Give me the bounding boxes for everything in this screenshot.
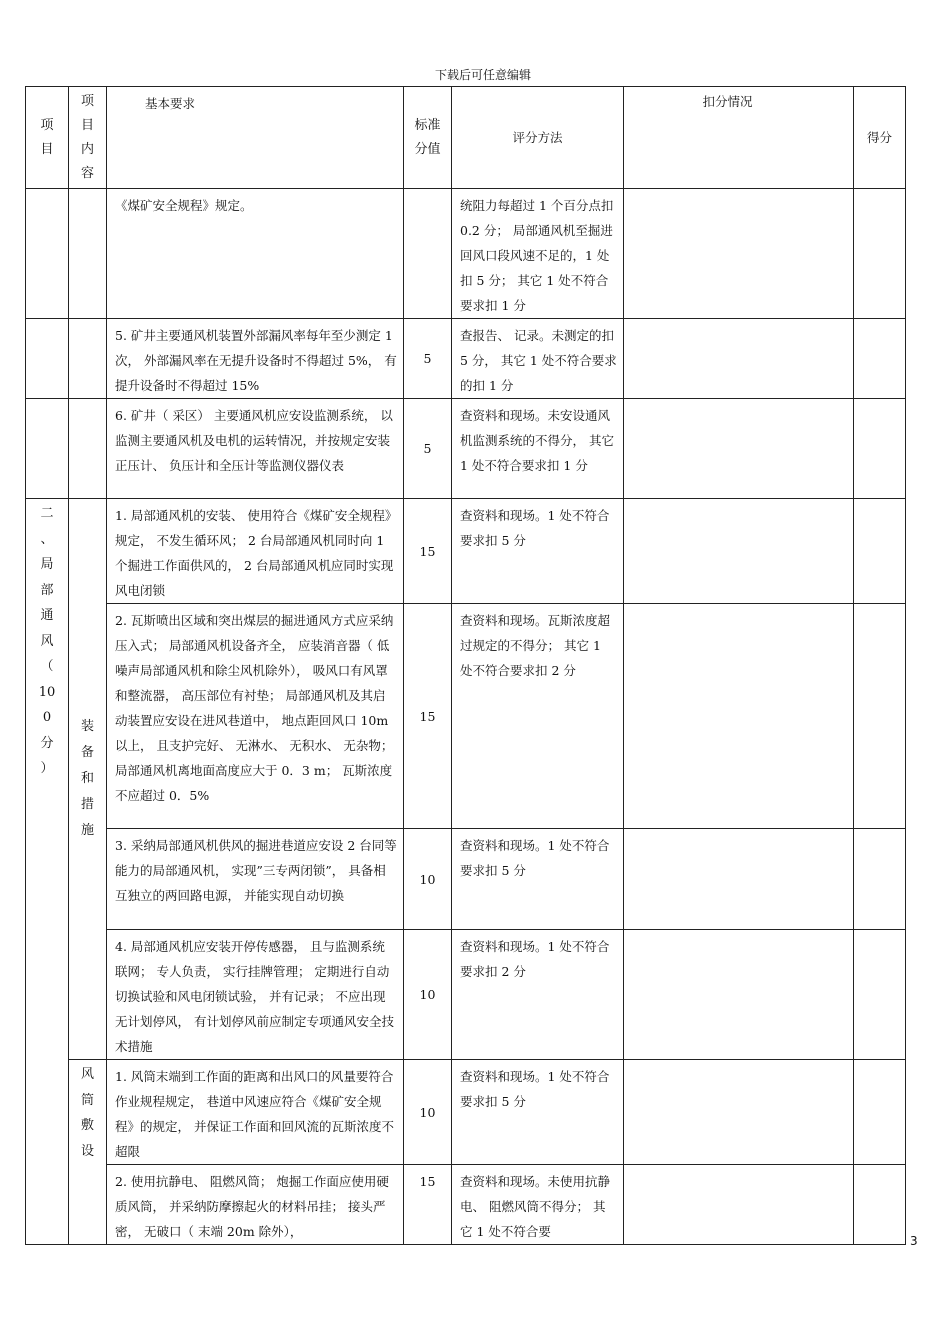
item-cell-empty xyxy=(26,399,69,499)
header-item: 项 目 xyxy=(26,87,69,189)
header-content: 项 目 内 容 xyxy=(69,87,107,189)
content-cell-empty xyxy=(69,399,107,499)
table-row xyxy=(26,399,906,499)
method-cell: 查资料和现场。未安设通风机监测系统的不得分， 其它 1 处不符合要求扣 1 分 xyxy=(452,399,624,499)
table-header-row xyxy=(26,87,906,189)
table-row xyxy=(26,930,906,1060)
req-cell: 2. 使用抗静电、 阻燃风筒； 炮掘工作面应使用硬质风筒， 并采纳防摩擦起火的材料吊挂； 接头严密， 无破口（ 末端 20m 除外）， xyxy=(107,1165,404,1245)
score-cell xyxy=(854,604,906,829)
score-cell xyxy=(854,829,906,930)
table-row xyxy=(26,319,906,399)
content-cell-empty xyxy=(69,319,107,399)
item-cell-empty xyxy=(26,189,69,319)
std-score-cell: 5 xyxy=(404,399,452,499)
deduction-cell xyxy=(624,1060,854,1165)
header-method: 评分方法 xyxy=(452,87,624,189)
req-cell: 5. 矿井主要通风机装置外部漏风率每年至少测定 1 次， 外部漏风率在无提升设备时不得超过 5%， 有提升设备时不得超过 15% xyxy=(107,319,404,399)
req-cell: 6. 矿井（ 采区） 主要通风机应安设监测系统， 以监测主要通风机及电机的运转情况，并按规定安装正压计、 负压计和全压计等监测仪器仪表 xyxy=(107,399,404,499)
deduction-cell xyxy=(624,829,854,930)
score-cell xyxy=(854,189,906,319)
deduction-cell xyxy=(624,604,854,829)
std-score-cell: 15 xyxy=(404,604,452,829)
std-score-cell: 10 xyxy=(404,930,452,1060)
scoring-table xyxy=(25,86,906,1245)
item-cell-empty xyxy=(26,319,69,399)
header-std-score: 标准 分值 xyxy=(404,87,452,189)
req-cell: 3. 采纳局部通风机供风的掘进巷道应安设 2 台同等能力的局部通风机， 实现”三专两闭锁”， 具备相互独立的两回路电源， 并能实现自动切换 xyxy=(107,829,404,930)
std-score-cell: 15 xyxy=(404,499,452,604)
req-cell: 1. 风筒末端到工作面的距离和出风口的风量要符合作业规程规定， 巷道中风速应符合《煤矿安全规程》的规定， 并保证工作面和回风流的瓦斯浓度不超限 xyxy=(107,1060,404,1165)
score-cell xyxy=(854,319,906,399)
req-cell: 《煤矿安全规程》规定。 xyxy=(107,189,404,319)
header-score: 得分 xyxy=(854,87,906,189)
score-cell xyxy=(854,399,906,499)
content-cell-empty xyxy=(69,189,107,319)
std-score-cell xyxy=(404,189,452,319)
req-cell: 1. 局部通风机的安装、 使用符合《煤矿安全规程》规定， 不发生循环风； 2 台局部通风机同时向 1 个掘进工作面供风的， 2 台局部通风机应同时实现风电闭锁 xyxy=(107,499,404,604)
method-cell: 查资料和现场。1 处不符合要求扣 5 分 xyxy=(452,499,624,604)
std-score-cell: 10 xyxy=(404,829,452,930)
score-cell xyxy=(854,1165,906,1245)
table-row xyxy=(26,1165,906,1245)
table-row xyxy=(26,829,906,930)
method-cell: 查报告、 记录。未测定的扣 5 分， 其它 1 处不符合要求的扣 1 分 xyxy=(452,319,624,399)
method-cell: 统阻力每超过 1 个百分点扣 0.2 分； 局部通风机至掘进回风口段风速不足的，1 处扣 5 分； 其它 1 处不符合要求扣 1 分 xyxy=(452,189,624,319)
score-cell xyxy=(854,499,906,604)
table-row xyxy=(26,1060,906,1165)
header-note: 下载后可任意编辑 xyxy=(434,68,531,82)
req-cell: 2. 瓦斯喷出区域和突出煤层的掘进通风方式应采纳压入式； 局部通风机设备齐全， 应装消音器（ 低噪声局部通风机和除尘风机除外）， 吸风口有风罩和整流器， 高压部位有衬垫； 局部通风机及其启动装置应安设在进风巷道中， 地点距回风口 10m 以上， 且支护完好、 无淋水、 无积水、 无杂物； 局部通风机离地面高度应大于 0．3 m； 瓦斯浓度不应超过 0．5% xyxy=(107,604,404,829)
method-cell: 查资料和现场。1 处不符合要求扣 2 分 xyxy=(452,930,624,1060)
page-number: 3 xyxy=(910,1234,918,1248)
score-cell xyxy=(854,930,906,1060)
std-score-cell: 10 xyxy=(404,1060,452,1165)
deduction-cell xyxy=(624,499,854,604)
method-cell: 查资料和现场。1 处不符合要求扣 5 分 xyxy=(452,829,624,930)
req-cell: 4. 局部通风机应安装开停传感器， 且与监测系统联网； 专人负责， 实行挂牌管理； 定期进行自动切换试验和风电闭锁试验， 并有记录； 不应出现无计划停风， 有计划停风前应制定专项通风安全技术措施 xyxy=(107,930,404,1060)
section2-label: 二 、 局 部 通 风 （ 10 0 分 ） xyxy=(26,499,69,1245)
deduction-cell xyxy=(624,319,854,399)
deduction-cell xyxy=(624,189,854,319)
method-cell: 查资料和现场。1 处不符合要求扣 5 分 xyxy=(452,1060,624,1165)
std-score-cell: 15 xyxy=(404,1165,452,1245)
deduction-cell xyxy=(624,399,854,499)
std-score-cell: 5 xyxy=(404,319,452,399)
deduction-cell xyxy=(624,1165,854,1245)
group-equipment: 装 备 和 措 施 xyxy=(69,499,107,1060)
method-cell: 查资料和现场。瓦斯浓度超过规定的不得分； 其它 1 处不符合要求扣 2 分 xyxy=(452,604,624,829)
method-cell: 查资料和现场。未使用抗静电、 阻燃风筒不得分； 其它 1 处不符合要 xyxy=(452,1165,624,1245)
score-cell xyxy=(854,1060,906,1165)
header-basic-req: 基本要求 xyxy=(107,87,404,189)
header-deduction: 扣分情况 xyxy=(624,87,854,189)
deduction-cell xyxy=(624,930,854,1060)
group-duct: 风 筒 敷 设 xyxy=(69,1060,107,1245)
table-row xyxy=(26,499,906,604)
table-row xyxy=(26,189,906,319)
table-row xyxy=(26,604,906,829)
